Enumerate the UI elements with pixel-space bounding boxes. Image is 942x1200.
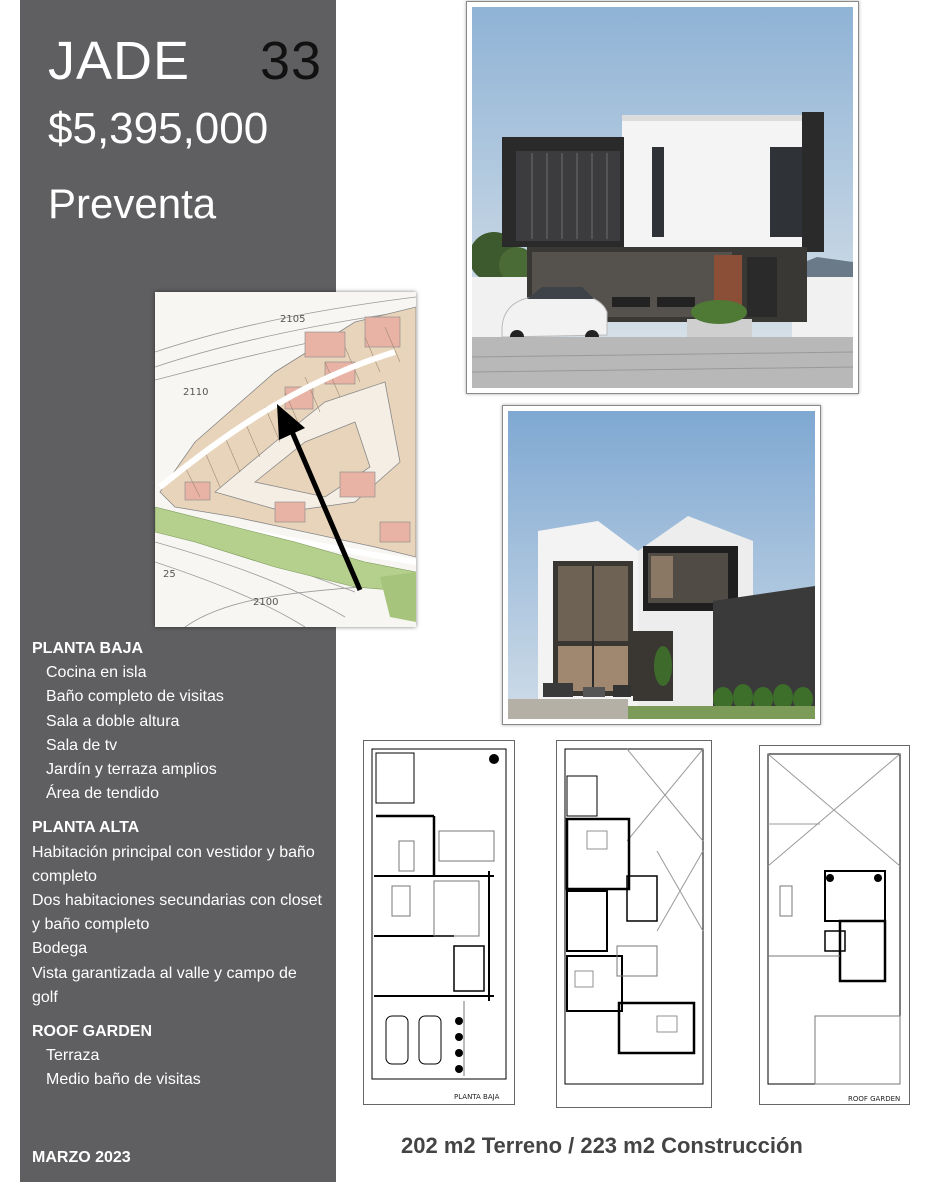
area-summary: 202 m2 Terreno / 223 m2 Construcción [401, 1133, 803, 1158]
list-item: Baño completo de visitas [46, 688, 224, 706]
listing-title [48, 30, 323, 92]
floor-plan-ground [363, 740, 515, 1105]
list-item: Sala a doble altura [46, 712, 180, 730]
list-item: Vista garantizada al valle y campo de golf [32, 964, 297, 1006]
list-item: Área de tendido [46, 785, 159, 803]
list-item: Sala de tv [46, 736, 118, 754]
listing-number: 33 [260, 31, 323, 91]
listing-status: Preventa [48, 180, 217, 227]
site-plan-map [155, 292, 416, 627]
facade-render-rear [502, 405, 821, 725]
plan-label-ground: PLANTA BAJA [454, 1093, 500, 1101]
list-item: Habitación principal con vestidor y baño completo [32, 843, 315, 885]
plan-label-roof: ROOF GARDEN [848, 1095, 901, 1103]
floor-plan-roof [759, 745, 910, 1105]
features-list [32, 637, 324, 1093]
list-item: Jardín y terraza amplios [46, 761, 217, 779]
list-item: Bodega [32, 940, 88, 958]
roof-garden-heading: ROOF GARDEN [32, 1023, 152, 1041]
listing-name: JADE [48, 31, 191, 91]
listing-price: $5,395,000 [48, 104, 269, 153]
contour-label-2105: 2105 [280, 314, 306, 325]
contour-label-25: 25 [163, 569, 176, 580]
planta-baja-heading: PLANTA BAJA [32, 640, 144, 657]
list-item: Terraza [46, 1047, 100, 1065]
contour-label-2100: 2100 [253, 597, 279, 608]
facade-render-front [466, 1, 859, 394]
list-item: Cocina en isla [46, 664, 147, 682]
contour-label-2110: 2110 [183, 387, 209, 398]
list-item: Medio baño de visitas [46, 1071, 201, 1089]
planta-alta-heading: PLANTA ALTA [32, 819, 140, 837]
publication-date: MARZO 2023 [32, 1149, 131, 1166]
floor-plan-upper [556, 740, 712, 1108]
list-item: Dos habitaciones secundarias con closet y baño completo [32, 892, 322, 934]
